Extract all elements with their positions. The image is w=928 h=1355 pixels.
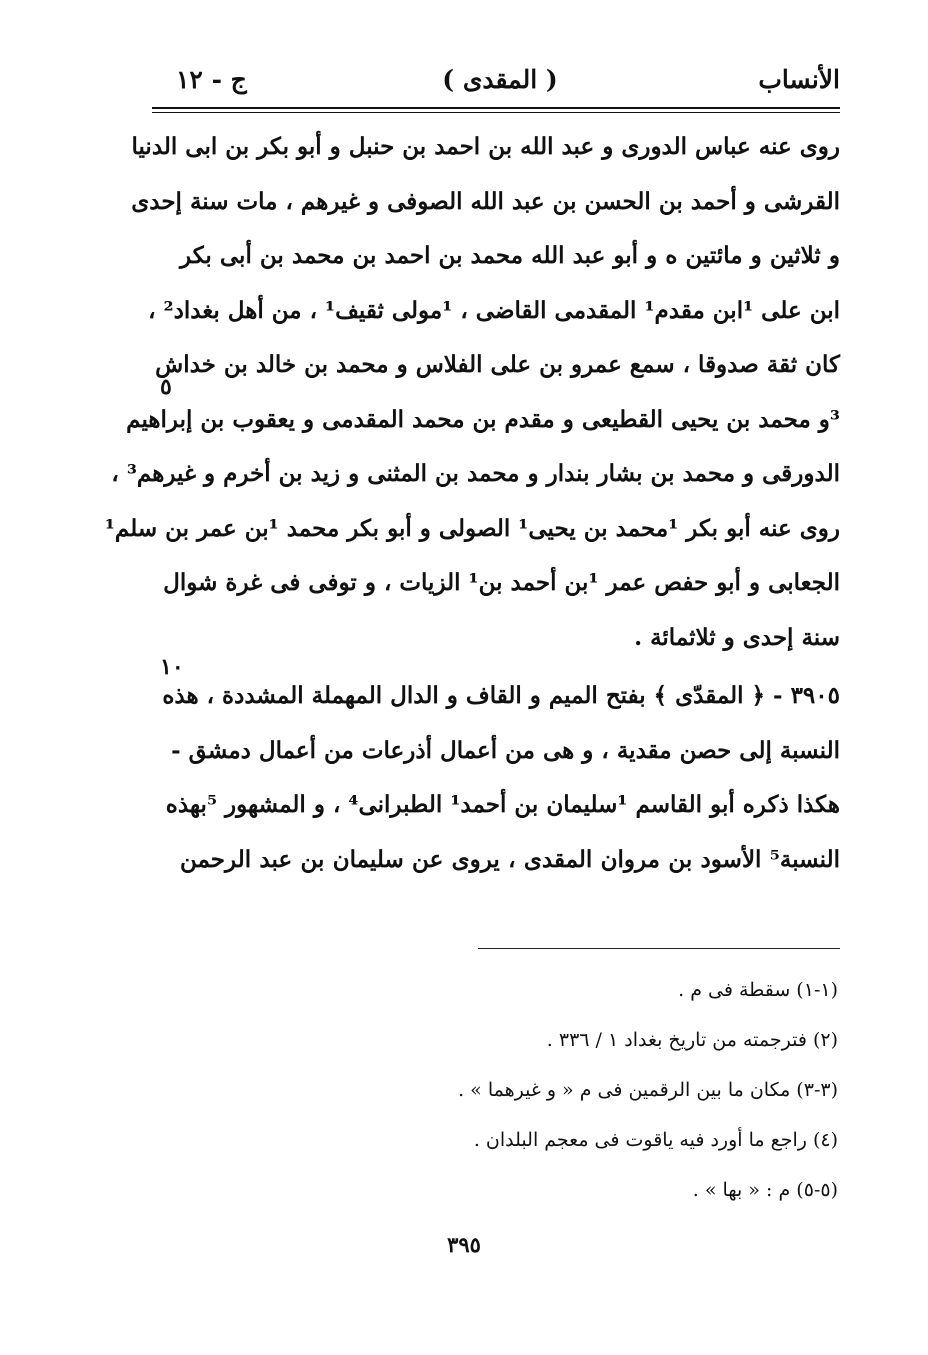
running-header <box>150 60 840 106</box>
text-line: الجعابى و أبو حفص عمر ¹بن أحمد بن¹ الزيات ، و توفى فى غرة شوال <box>163 569 840 596</box>
header-rule-thin <box>152 112 840 113</box>
text-line: ابن على ¹ابن مقدم¹ المقدمى القاضى ، ¹مولى ثقيف¹ ، من أهل بغداد² ، <box>148 296 840 324</box>
volume-number: ج - ١٢ <box>176 65 247 94</box>
footnote: (٤) راجع ما أورد فيه ياقوت فى معجم البلدان . <box>473 1129 838 1151</box>
footnotes <box>400 965 838 1215</box>
text-line: ³و محمد بن يحيى القطيعى و مقدم بن محمد المقدمى و يعقوب بن إبراهيم <box>126 405 840 433</box>
footnote: (٢) فترجمته من تاريخ بغداد ١ / ٣٣٦ . <box>546 1029 838 1051</box>
footnote: (٥-٥) م : « بها » . <box>692 1179 838 1201</box>
text-line: النسبة إلى حصن مقدية ، و هى من أعمال أذرعات من أعمال دمشق - <box>171 736 840 764</box>
page-number: ٣٩٥ <box>447 1232 481 1257</box>
header-rule-thick <box>152 107 840 109</box>
text-line: و ثلاثين و مائتين ه و أبو عبد الله محمد بن احمد بن محمد بن أبى بكر <box>180 242 840 269</box>
footnote: (٣-٣) مكان ما بين الرقمين فى م « و غيرهما » . <box>458 1079 838 1101</box>
margin-line-number-5: ٥ <box>160 374 172 400</box>
text-line: هكذا ذكره أبو القاسم ¹سليمان بن أحمد¹ الطبرانى⁴ ، و المشهور ⁵بهذه <box>165 791 840 818</box>
entry-heading-line: ٣٩٠٥ - ﴿ المقدّى ﴾ بفتح الميم و القاف و الدال المهملة المشددة ، هذه <box>162 682 840 709</box>
margin-line-number-10: ١٠ <box>160 654 184 680</box>
footnote: (١-١) سقطة فى م . <box>678 979 838 1001</box>
text-line: روى عنه عباس الدورى و عبد الله بن احمد بن حنبل و أبو بكر بن ابى الدنيا <box>131 133 840 160</box>
text-line: كان ثقة صدوقا ، سمع عمرو بن على الفلاس و محمد بن خالد بن خداش <box>155 351 840 378</box>
text-line: الدورقى و محمد بن بشار بندار و محمد بن المثنى و زيد بن أخرم و غيرهم³ ، <box>111 460 840 487</box>
entry-title: ( المقدى ) <box>442 65 558 94</box>
text-line: القرشى و أحمد بن الحسن بن عبد الله الصوفى و غيرهم ، مات سنة إحدى <box>131 187 840 215</box>
text-line: سنة إحدى و ثلاثمائة . <box>634 623 840 651</box>
text-line: النسبة⁵ الأسود بن مروان المقدى ، يروى عن سليمان بن عبد الرحمن <box>180 845 840 873</box>
book-title: الأنساب <box>758 65 840 94</box>
text-line: روى عنه أبو بكر ¹محمد بن يحيى¹ الصولى و أبو بكر محمد ¹بن عمر بن سلم¹ <box>104 514 840 542</box>
footnote-rule <box>478 948 840 949</box>
